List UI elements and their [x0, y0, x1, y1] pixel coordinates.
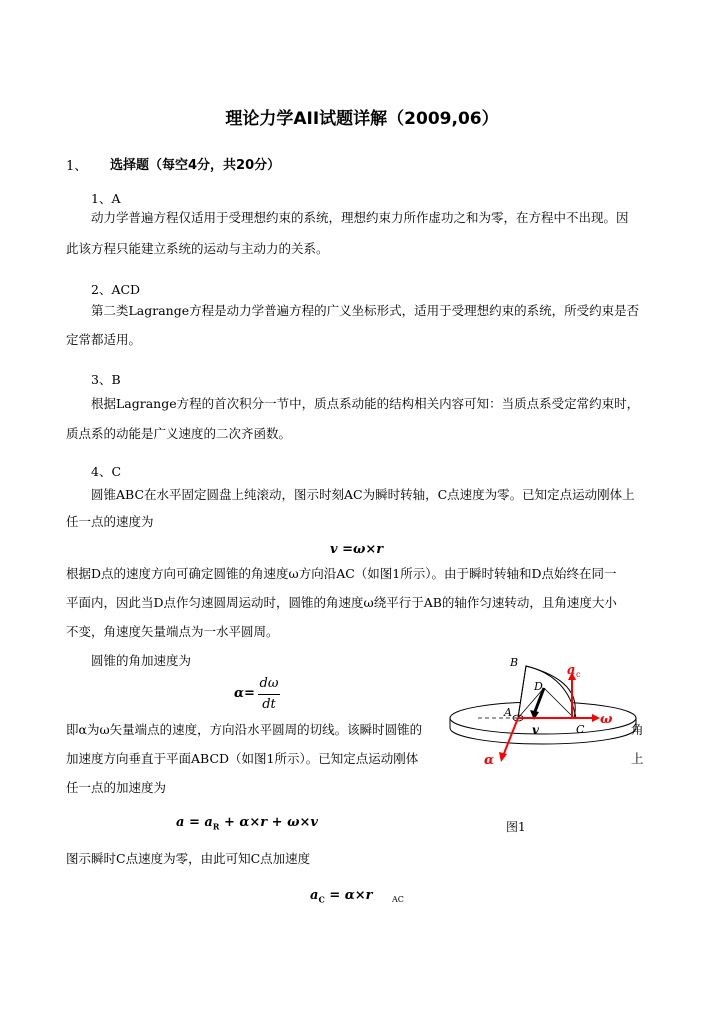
label-omega: ω [600, 712, 613, 727]
equation-subscript-ac: AC [392, 895, 404, 904]
velocity-equation: v =ω×r [330, 542, 384, 557]
question-3-line-2: 质点系的动能是广义速度的二次齐函数。 [66, 426, 292, 441]
label-alpha: α [484, 753, 495, 768]
question-1-label: 1、A [91, 191, 121, 206]
question-2-line-1: 第二类Lagrange方程是动力学普遍方程的广义坐标形式，适用于受理想约束的系统，所受约束是否 [91, 303, 640, 318]
label-ac: a [567, 663, 576, 678]
question-2-line-2: 定常都适用。 [66, 332, 142, 347]
fraction-denominator: dt [262, 697, 276, 712]
question-3-line-1: 根据Lagrange方程的首次积分一节中，质点系动能的结构相关内容可知：当质点系受定常约束时， [91, 396, 640, 411]
label-v: v [532, 723, 539, 737]
acceleration-equation: $a = a_R + \alpha\times r + \omega\times v$ [176, 815, 318, 832]
fraction-numerator: dω [259, 676, 279, 691]
question-2-label: 2、ACD [91, 282, 141, 297]
question-4-line-10: 图示瞬时C点速度为零，由此可知C点加速度 [66, 851, 311, 866]
label-d: D [534, 680, 543, 693]
question-4-label: 4、C [91, 464, 122, 479]
section-number: 1、 [66, 159, 88, 174]
question-4-line-5: 不变，角速度矢量端点为一水平圆周。 [66, 624, 279, 639]
question-4-line-8: 加速度方向垂直于平面ABCD（如图1所示）。已知定点运动刚体 [66, 751, 419, 766]
question-1-line-2: 此该方程只能建立系统的运动与主动力的关系。 [66, 241, 329, 256]
cone-disk-figure [448, 646, 648, 776]
question-4-line-7-tail: 角 [631, 722, 644, 737]
label-b: B [510, 656, 519, 669]
question-4-line-6: 圆锥的角加速度为 [91, 653, 192, 668]
question-4-line-8-tail: 上 [631, 751, 644, 766]
label-c: C [576, 723, 585, 736]
page-title: 理论力学AII试题详解（2009,06） [225, 109, 499, 129]
fraction-bar [258, 694, 280, 695]
question-4-line-9: 任一点的加速度为 [66, 780, 167, 795]
question-4-line-2: 任一点的速度为 [66, 514, 154, 529]
label-a: A [504, 706, 512, 719]
question-1-line-1: 动力学普遍方程仅适用于受理想约束的系统，理想约束力所作虚功之和为零，在方程中不出现。因 [91, 210, 629, 225]
question-4-line-1: 圆锥ABC在水平固定圆盘上纯滚动，图示时刻AC为瞬时转轴，C点速度为零。已知定点运动刚体上 [91, 487, 635, 502]
question-3-label: 3、B [91, 372, 121, 387]
figure-caption: 图1 [506, 820, 526, 834]
question-4-line-3: 根据D点的速度方向可确定圆锥的角速度ω方向沿AC（如图1所示）。由于瞬时转轴和D点始终在同一 [66, 566, 617, 581]
section-title: 选择题（每空4分，共20分） [110, 158, 281, 173]
question-4-line-7: 即α为ω矢量端点的速度，方向沿水平圆周的切线。该瞬时圆锥的 [66, 722, 423, 737]
question-4-line-4: 平面内，因此当D点作匀速圆周运动时，圆锥的角速度ω绕平行于AB的轴作匀速转动，且角速度大小 [66, 595, 617, 610]
label-ac-subscript: c [576, 670, 581, 679]
alpha-arrowhead [499, 752, 507, 762]
angular-acceleration-lhs: α= [234, 686, 255, 701]
point-c-acceleration-equation: $a_C = \alpha\times r$ [310, 888, 373, 905]
